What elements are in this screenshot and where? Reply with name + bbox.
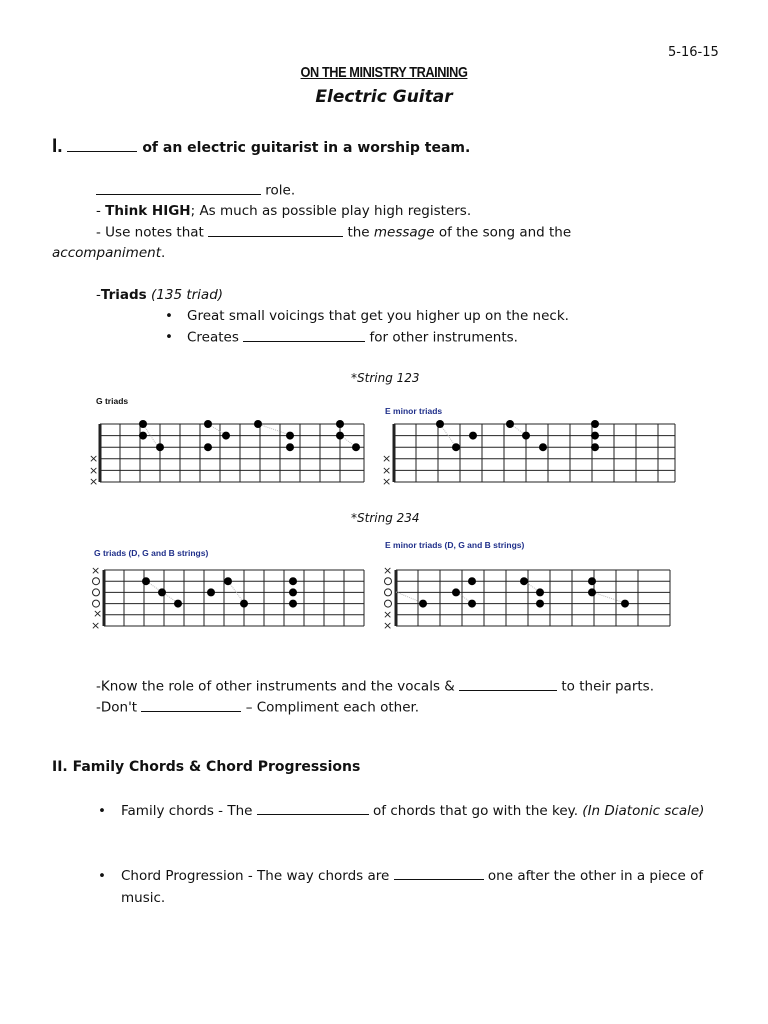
use-notes-suffix: of the song and the (438, 224, 572, 241)
use-notes-line (96, 222, 571, 244)
fill-blank (394, 866, 484, 881)
think-high-label: Think HIGH (105, 203, 191, 219)
bullet-icon: • (98, 868, 106, 884)
date: 5-16-15 (668, 45, 719, 60)
think-high-text: ; As much as possible play high registers. (190, 203, 472, 219)
fill-blank (257, 801, 369, 816)
svg-text:×: × (383, 619, 393, 632)
chord-progression-item (98, 865, 728, 909)
svg-text:×: × (89, 452, 99, 465)
bullet-icon: • (165, 329, 173, 345)
fill-blank (208, 222, 343, 237)
dont-prefix: -Don't (96, 699, 138, 716)
svg-text:×: × (91, 564, 101, 577)
section-2-heading: II. Family Chords & Chord Progressions (52, 759, 361, 775)
diagram-title-e-minor-triads: E minor triads (385, 406, 443, 416)
bullet-icon: • (165, 308, 173, 324)
accompaniment-line (52, 243, 165, 264)
know-suffix: to their parts. (561, 678, 654, 695)
use-notes-prefix: - Use notes that (96, 224, 204, 241)
family-mid: of chords that go with the key. (373, 803, 578, 819)
fill-blank (459, 676, 557, 691)
progression-prefix: Chord Progression - The way chords are (121, 868, 390, 884)
g-triads-dgb-fretboard (88, 562, 368, 634)
fill-blank (141, 697, 241, 712)
triads-label: Triads (100, 287, 147, 303)
family-italic: (In Diatonic scale) (582, 803, 705, 819)
svg-text:×: × (383, 608, 393, 621)
svg-text:×: × (93, 607, 103, 620)
diagram-title-e-minor-triads-dgb: E minor triads (D, G and B strings) (385, 540, 525, 550)
think-high-line: - Think HIGH; As much as possible play high registers. (96, 203, 472, 219)
dont-line (96, 697, 419, 719)
dash: - (96, 287, 101, 303)
svg-text:×: × (383, 564, 393, 577)
fill-blank (96, 180, 261, 195)
family-chords-item (98, 800, 728, 822)
role-text: role. (265, 182, 296, 199)
svg-text:×: × (89, 475, 99, 488)
page-subtitle: Electric Guitar (315, 87, 453, 107)
caption-string-234: *String 234 (351, 511, 420, 525)
svg-text:×: × (89, 464, 99, 477)
progression-suffix: one after the other in a piece of music. (121, 868, 704, 906)
know-prefix: -Know the role of other instruments and the vocals & (96, 678, 455, 695)
dont-suffix: – Compliment each other. (245, 699, 420, 716)
caption-string-123: *String 123 (351, 371, 420, 385)
diagram-title-g-triads-dgb: G triads (D, G and B strings) (94, 548, 209, 558)
family-prefix: Family chords - The (121, 803, 253, 819)
svg-text:×: × (382, 464, 392, 477)
section-1-heading (52, 136, 470, 158)
message-word: message (373, 224, 435, 241)
triads-note: (135 triad) (151, 287, 224, 303)
accompaniment-word: accompaniment (52, 245, 161, 261)
section-numeral: I. (52, 136, 63, 157)
fill-blank (67, 137, 137, 152)
triads-bullets (165, 306, 569, 349)
period: . (160, 245, 166, 261)
e-minor-triads-fretboard (380, 414, 680, 488)
list-item (165, 306, 569, 327)
svg-text:×: × (382, 475, 392, 488)
svg-text:×: × (382, 452, 392, 465)
bullet-text: Great small voicings that get you higher up on the neck. (187, 308, 569, 324)
fill-blank (243, 327, 365, 342)
bullet-text: for other instruments. (369, 329, 518, 346)
g-triads-fretboard (88, 414, 368, 488)
page-title: ON THE MINISTRY TRAINING (300, 64, 468, 81)
bullet-icon: • (98, 803, 106, 819)
section-1-heading-text: of an electric guitarist in a worship team. (142, 140, 471, 156)
e-minor-triads-dgb-fretboard (380, 562, 680, 634)
know-role-line (96, 676, 654, 698)
role-line (96, 180, 295, 202)
use-notes-the: the (347, 224, 370, 241)
diagram-title-g-triads: G triads (96, 396, 129, 406)
bullet-text: Creates (187, 329, 239, 346)
list-item (165, 327, 569, 349)
svg-text:×: × (91, 619, 101, 632)
triads-line (96, 285, 223, 306)
